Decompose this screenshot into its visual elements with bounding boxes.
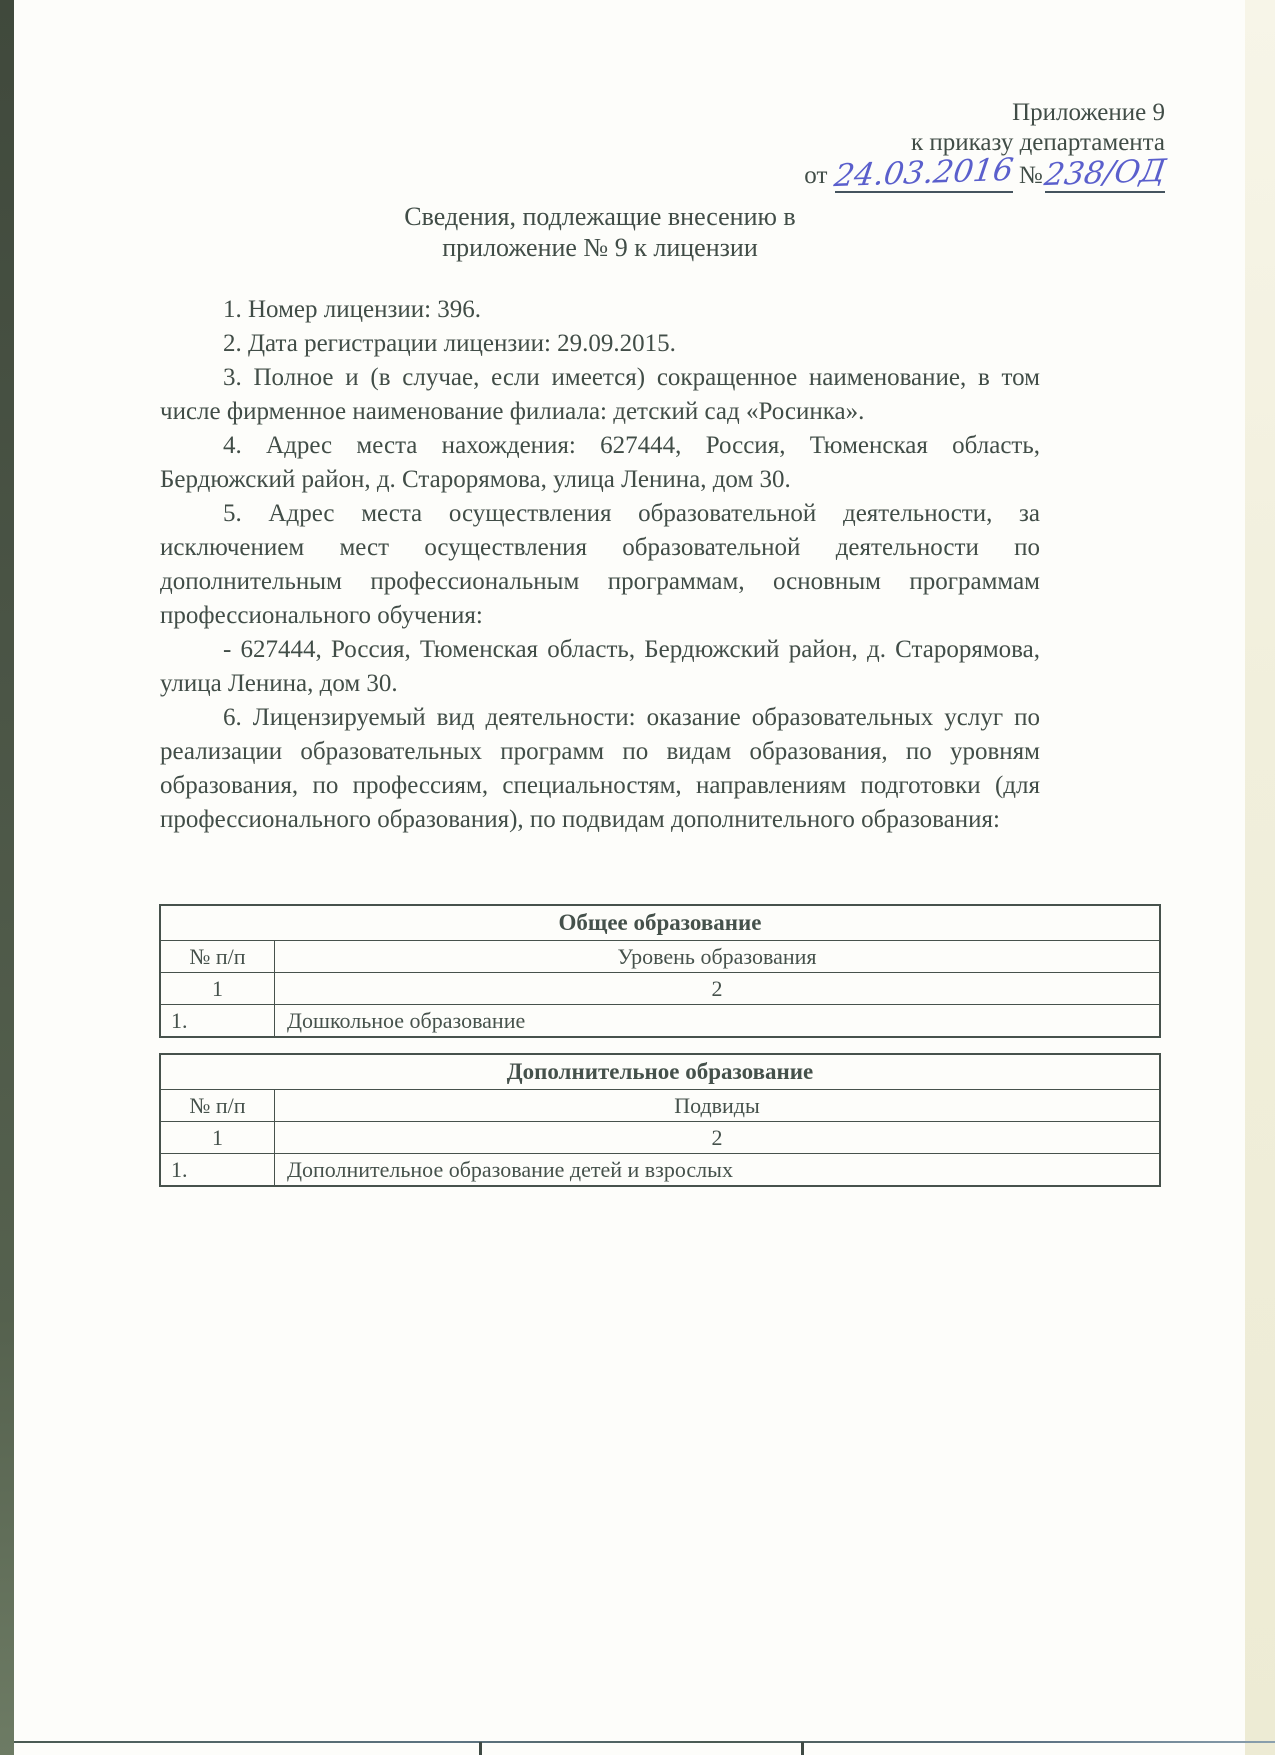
column-header-subtypes: Подвиды bbox=[275, 1090, 1160, 1122]
table-title: Общее образование bbox=[161, 906, 1160, 941]
order-reference-line: к приказу департамента bbox=[910, 129, 1165, 156]
column-number-cell: 2 bbox=[275, 1122, 1160, 1154]
paragraph-activity-address: 5. Адрес места осуществления образовательной деятельности, за исключением мест осуществления образовательной деятельности по дополнительным профессиональным программам, основным программам профессионального обучения: bbox=[160, 500, 1040, 629]
table-additional-education bbox=[160, 1054, 1160, 1186]
table-row bbox=[161, 1122, 1160, 1154]
column-header-no: № п/п bbox=[161, 1090, 275, 1122]
document-title-line2: приложение № 9 к лицензии bbox=[442, 233, 758, 262]
document-title-line1: Сведения, подлежащие внесению в bbox=[404, 202, 796, 231]
table-general-education bbox=[160, 905, 1160, 1037]
order-date-number-line bbox=[804, 151, 1168, 195]
paragraph-activity-address-item: - 627444, Россия, Тюменская область, Бердюжский район, д. Старорямова, улица Ленина, дом 30. bbox=[160, 636, 1040, 697]
appendix-header bbox=[804, 98, 1168, 195]
column-header-level: Уровень образования bbox=[275, 941, 1160, 973]
scan-mark bbox=[479, 1742, 482, 1755]
handwritten-order-number: 238/ОД bbox=[1041, 152, 1168, 194]
column-number-cell: 2 bbox=[275, 973, 1160, 1005]
table-row bbox=[161, 1055, 1160, 1090]
paragraph-licensed-activity: 6. Лицензируемый вид деятельности: оказание образовательных услуг по реализации образовательных программ по видам образования, по уровням образования, по профессиям, специальностям, направлениям подготовки (для профессионального образования), по подвидам дополнительного образования: bbox=[160, 704, 1040, 833]
column-number-cell: 1 bbox=[161, 973, 275, 1005]
paragraph-location-address: 4. Адрес места нахождения: 627444, Россия, Тюменская область, Бердюжский район, д. Старорямова, улица Ленина, дом 30. bbox=[160, 432, 1040, 493]
table-row bbox=[161, 973, 1160, 1005]
column-header-no: № п/п bbox=[161, 941, 275, 973]
row-value-cell: Дополнительное образование детей и взрослых bbox=[275, 1154, 1160, 1186]
row-value-cell: Дошкольное образование bbox=[275, 1005, 1160, 1037]
column-number-cell: 1 bbox=[161, 1122, 275, 1154]
appendix-number-line: Приложение 9 bbox=[1012, 99, 1165, 126]
paragraph-branch-name: 3. Полное и (в случае, если имеется) сокращенное наименование, в том числе фирменное наименование филиала: детский сад «Росинка». bbox=[160, 364, 1040, 425]
table-row bbox=[161, 1090, 1160, 1122]
paragraph-license-number: 1. Номер лицензии: 396. bbox=[223, 296, 482, 323]
paragraph-registration-date: 2. Дата регистрации лицензии: 29.09.2015. bbox=[223, 330, 676, 357]
table-row bbox=[161, 1005, 1160, 1037]
row-index-cell: 1. bbox=[161, 1154, 275, 1186]
handwritten-date: 24.03.2016 bbox=[832, 151, 1016, 195]
row-index-cell: 1. bbox=[161, 1005, 275, 1037]
table-title: Дополнительное образование bbox=[161, 1055, 1160, 1090]
scan-edge-left bbox=[0, 0, 14, 1755]
scan-edge-bottom bbox=[14, 1741, 1275, 1743]
number-sign-label: № bbox=[1018, 162, 1043, 189]
table-row bbox=[161, 906, 1160, 941]
scan-edge-right bbox=[1245, 0, 1275, 1755]
scan-mark bbox=[801, 1742, 804, 1755]
table-row bbox=[161, 941, 1160, 973]
document-title bbox=[160, 201, 1040, 263]
document-body bbox=[160, 293, 1040, 837]
from-label: от bbox=[804, 162, 828, 189]
table-row bbox=[161, 1154, 1160, 1186]
